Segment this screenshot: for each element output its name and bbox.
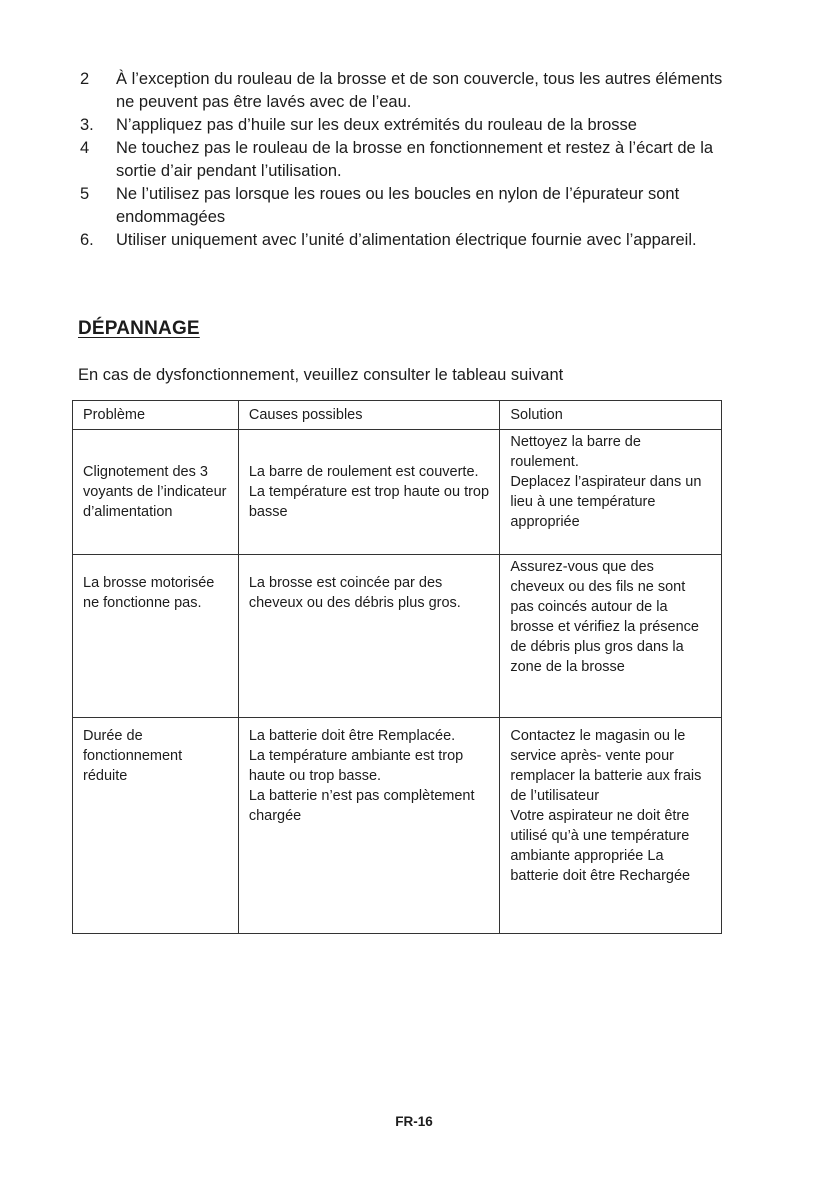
table-row — [73, 555, 722, 718]
precaution-item — [80, 229, 730, 252]
cause-line: La brosse est coincée par des cheveux ou des débris plus gros. — [248, 575, 461, 611]
cause-line: La température est trop haute ou trop basse — [248, 484, 490, 520]
causes-cell — [238, 555, 500, 718]
problem-text: La brosse motorisée ne fonctionne pas. — [83, 575, 215, 611]
problem-cell: Durée de fonctionnement réduite — [73, 718, 239, 934]
solution-cell — [500, 430, 722, 555]
solution-cell — [500, 718, 722, 934]
section-title: DÉPANNAGE — [78, 318, 200, 339]
precautions-list — [80, 68, 730, 252]
causes-cell — [238, 430, 500, 555]
header-solution: Solution — [500, 401, 722, 430]
table-row — [73, 718, 722, 934]
cause-line: La barre de roulement est couverte. — [248, 464, 479, 480]
item-text: À l’exception du rouleau de la brosse et de son couvercle, tous les autres éléments ne peuvent pas être lavés avec de l’eau. — [116, 70, 723, 111]
precaution-item — [80, 183, 730, 229]
causes-cell — [238, 718, 500, 934]
problem-cell — [73, 555, 239, 718]
solution-line: Votre aspirateur ne doit être utilisé qu’à une température ambiante appropriée La batterie doit être Rechargée — [510, 808, 691, 884]
solution-line: Nettoyez la barre de roulement. — [510, 434, 641, 470]
item-number: 6. — [80, 231, 94, 249]
cause-line: La batterie n’est pas complètement chargée — [248, 788, 475, 824]
page-number: FR-16 — [395, 1114, 433, 1129]
intro-text: En cas de dysfonctionnement, veuillez consulter le tableau suivant — [78, 366, 564, 384]
item-text: Ne l’utilisez pas lorsque les roues ou les boucles en nylon de l’épurateur sont endommagées — [116, 185, 680, 226]
item-number: 4 — [80, 139, 90, 157]
item-number: 2 — [80, 70, 90, 88]
solution-line: Deplacez l’aspirateur dans un lieu à une température appropriée — [510, 474, 702, 530]
solution-line: Assurez-vous que des cheveux ou des fils ne sont pas coincés autour de la brosse et vérifiez la présence de débris plus gros dans la zone de la brosse — [510, 559, 699, 675]
troubleshooting-table — [72, 400, 722, 934]
table-header-row — [73, 401, 722, 430]
item-number: 5 — [80, 185, 90, 203]
cause-line: La température ambiante est trop haute ou trop basse. — [248, 748, 464, 784]
precaution-item — [80, 114, 730, 137]
precaution-item — [80, 137, 730, 183]
problem-cell: Clignotement des 3 voyants de l’indicateur d’alimentation — [73, 430, 239, 555]
item-text: N’appliquez pas d’huile sur les deux extrémités du rouleau de la brosse — [116, 116, 637, 134]
header-problem: Problème — [73, 401, 239, 430]
precaution-item — [80, 68, 730, 114]
header-causes: Causes possibles — [238, 401, 500, 430]
solution-cell — [500, 555, 722, 718]
item-text: Ne touchez pas le rouleau de la brosse en fonctionnement et restez à l’écart de la sortie d’air pendant l’utilisation. — [116, 139, 714, 180]
table-row — [73, 430, 722, 555]
solution-line: Contactez le magasin ou le service après- vente pour remplacer la batterie aux frais de l’utilisateur — [510, 728, 702, 804]
item-number: 3. — [80, 116, 94, 134]
item-text: Utiliser uniquement avec l’unité d’alimentation électrique fournie avec l’appareil. — [116, 231, 697, 249]
cause-line: La batterie doit être Remplacée. — [248, 728, 456, 744]
